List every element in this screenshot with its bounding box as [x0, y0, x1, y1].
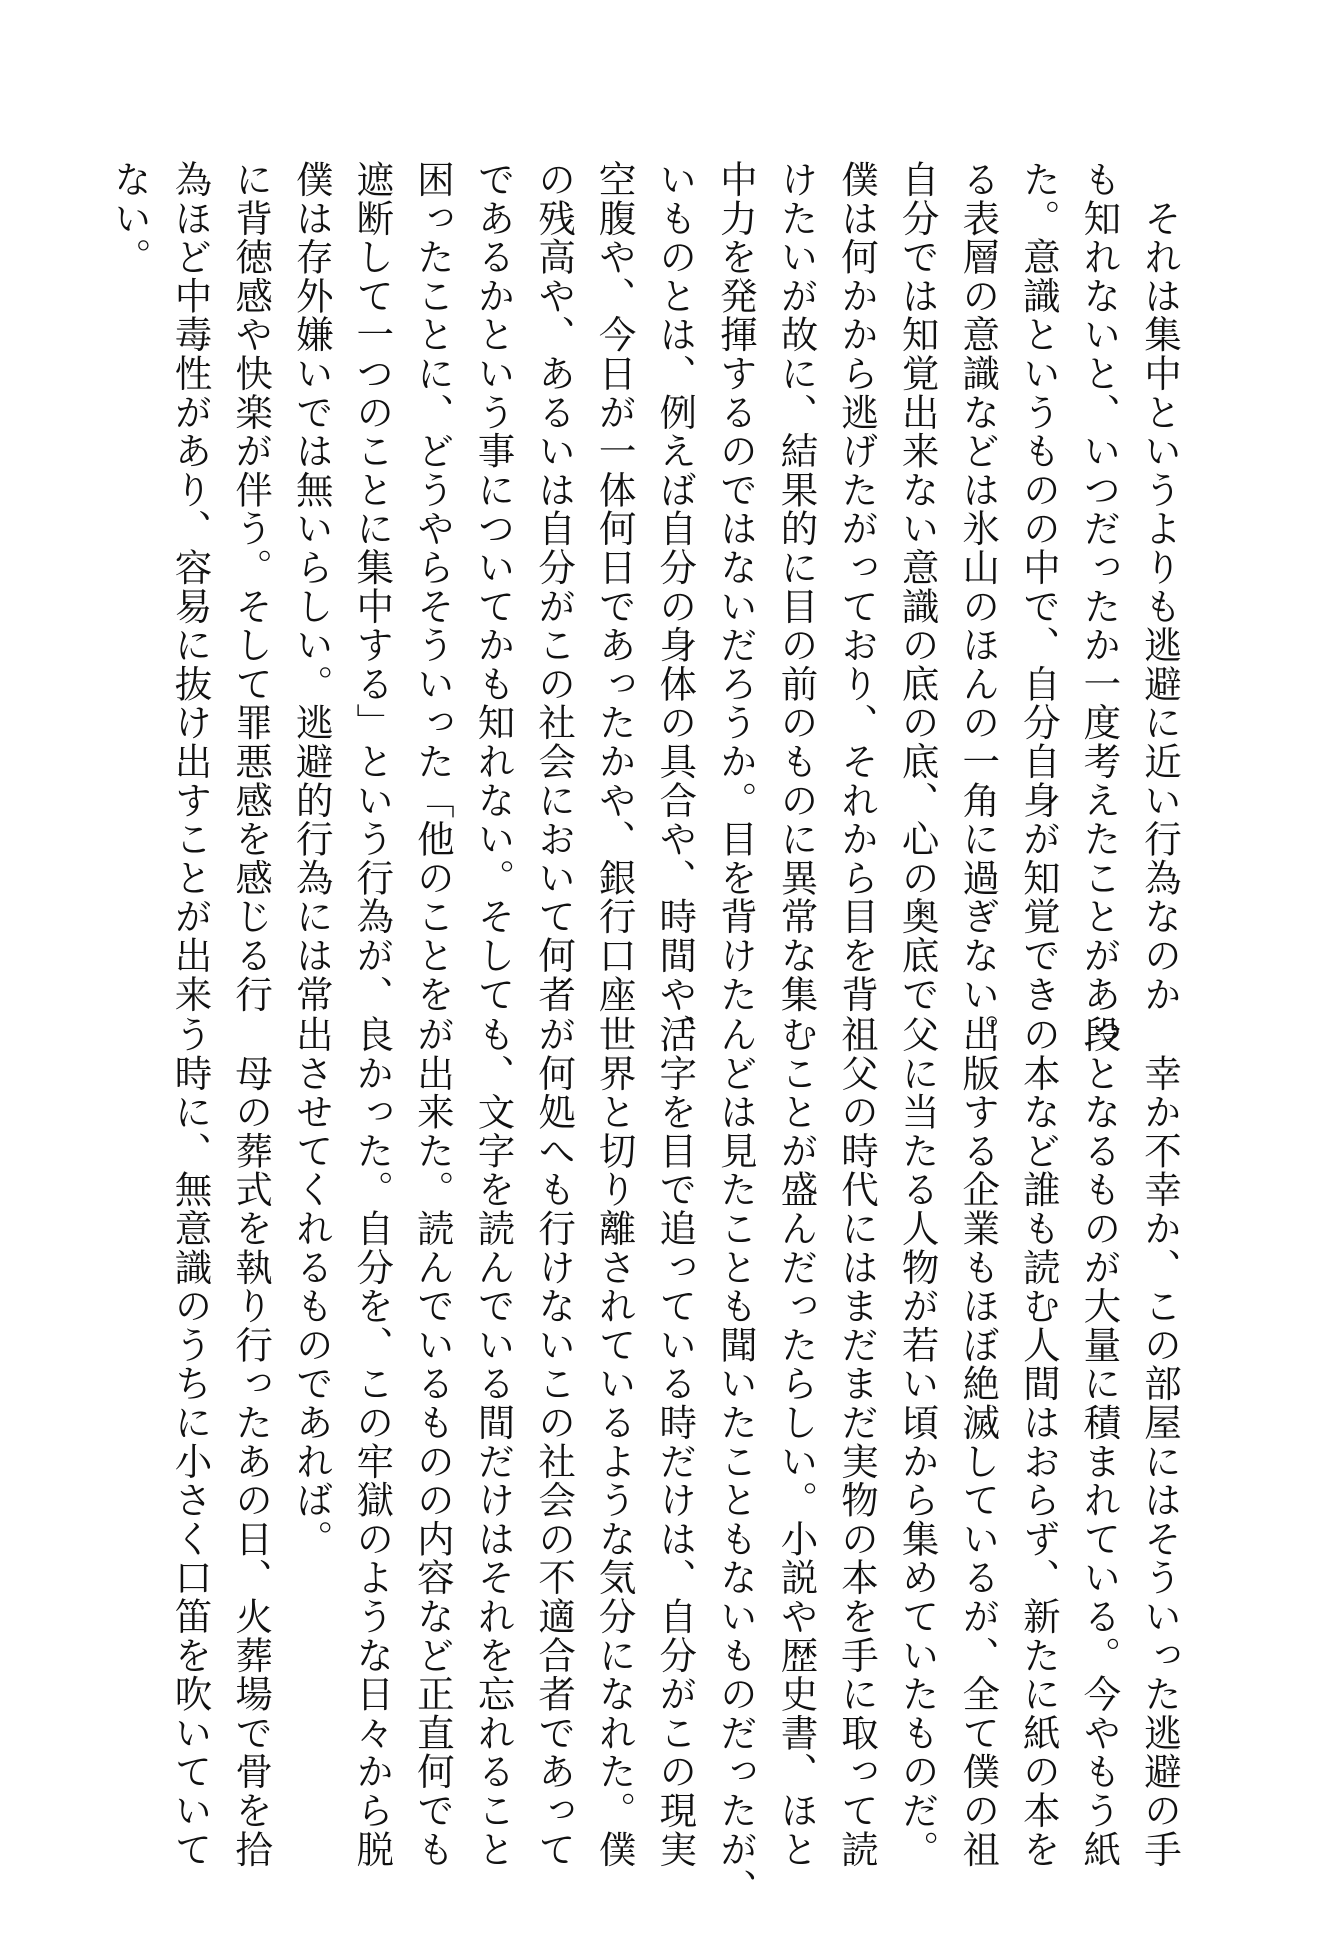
text-column: 出版する企業もほぼ絶滅しているが、全て僕の祖	[956, 1015, 1001, 1869]
text-column: むことが盛んだったらしい。小説や歴史書、ほと	[774, 1015, 819, 1869]
text-column: 困ったことに、どうやらそういった「他のことを	[410, 160, 455, 1014]
text-column: 世界と切り離されているような気分になれた。僕	[592, 1015, 637, 1869]
text-column: 為ほど中毒性があり、容易に抜け出すことが出来	[168, 160, 213, 1014]
text-column: う時に、無意識のうちに小さく口笛を吹いていて	[168, 1015, 213, 1869]
text-column: いものとは、例えば自分の身体の具合や、時間や、	[653, 160, 698, 1053]
text-column: も、文字を読んでいる間だけはそれを忘れること	[471, 1015, 516, 1869]
text-column: 幸か不幸か、この部屋にはそういった逃避の手	[1138, 1015, 1182, 1869]
text-column: 祖父の時代にはまだまだ実物の本を手に取って読	[835, 1015, 880, 1869]
text-column: の残高や、あるいは自分がこの社会において何者	[532, 160, 577, 1014]
text-column: 僕は何かから逃げたがっており、それから目を背	[835, 160, 880, 1014]
text-column: も知れないと、いつだったか一度考えたことがあっ	[1077, 160, 1122, 1053]
text-column: 中力を発揮するのではないだろうか。目を背けた	[713, 160, 758, 1014]
passage-bottom	[160, 1015, 1190, 1908]
text-column: であるかという事についてかも知れない。そして	[471, 160, 516, 1014]
text-column: 母の葬式を執り行ったあの日、火葬場で骨を拾	[229, 1015, 274, 1869]
text-column: が何処へも行けないこの社会の不適合者であって	[532, 1015, 577, 1869]
text-column: た。意識というものの中で、自分自身が知覚でき	[1016, 160, 1061, 1014]
text-column: に背徳感や快楽が伴う。そして罪悪感を感じる行	[229, 160, 274, 1014]
text-column: 活字を目で追っている時だけは、自分がこの現実	[653, 1015, 698, 1869]
text-column: の本など誰も読む人間はおらず、新たに紙の本を	[1016, 1015, 1061, 1869]
text-column: 空腹や、今日が一体何日であったかや、銀行口座	[592, 160, 637, 1014]
text-column: 父に当たる人物が若い頃から集めていたものだ。	[895, 1015, 940, 1869]
text-column: 僕は存外嫌いでは無いらしい。逃避的行為には常	[289, 160, 334, 1014]
text-column: が出来た。読んでいるものの内容など正直何でも	[410, 1015, 455, 1869]
text-column: 出させてくれるものであれば。	[289, 1015, 334, 1559]
text-column: る表層の意識などは氷山のほんの一角に過ぎない。	[956, 160, 1001, 1053]
passage-top	[99, 160, 1190, 1053]
text-column: んどは見たことも聞いたこともないものだったが、	[713, 1015, 758, 1908]
text-column: 遮断して一つのことに集中する」という行為が、	[350, 160, 395, 1014]
text-column: 段となるものが大量に積まれている。今やもう紙	[1077, 1015, 1122, 1869]
text-column: 自分では知覚出来ない意識の底の底、心の奥底で	[895, 160, 940, 1014]
text-column: それは集中というよりも逃避に近い行為なのか	[1138, 160, 1182, 1014]
text-column: 良かった。自分を、この牢獄のような日々から脱	[350, 1015, 395, 1869]
text-column: けたいが故に、結果的に目の前のものに異常な集	[774, 160, 819, 1014]
text-column: ない。	[107, 160, 152, 277]
